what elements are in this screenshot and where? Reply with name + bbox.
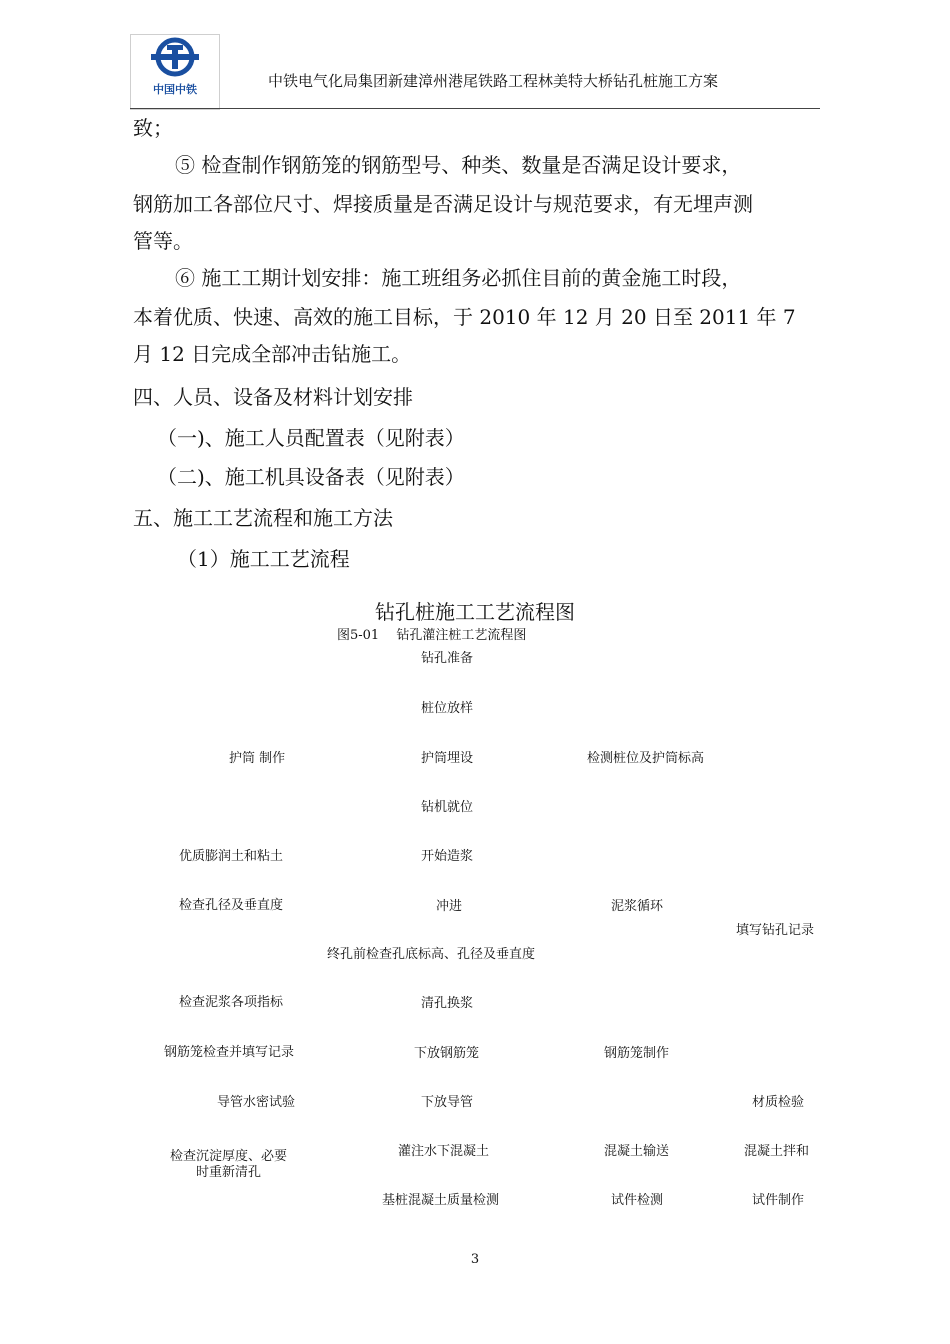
flow-node-check-sediment-line1: 检查沉淀厚度、必要	[170, 1149, 288, 1164]
flow-node-cage-fabrication: 钢筋笼制作	[604, 1046, 670, 1061]
crec-logo-icon	[131, 35, 219, 83]
flow-node-drilling-record: 填写钻孔记录	[736, 923, 815, 938]
flow-node-concrete-transport: 混凝土输送	[604, 1144, 670, 1159]
flow-node-check-sediment-line2: 时重新清孔	[196, 1165, 262, 1180]
figure-caption: 图5-01 钻孔灌注桩工艺流程图	[337, 628, 527, 643]
flow-node-cage-inspection: 钢筋笼检查并填写记录	[164, 1045, 295, 1060]
section5-sub1: （1）施工工艺流程	[177, 547, 350, 571]
flow-node-rig-positioning: 钻机就位	[421, 800, 474, 815]
item6-line2: 本着优质、快速、高效的施工目标，于 2010 年 12 月 20 日至 2011 年 7	[133, 305, 796, 329]
header-divider	[130, 108, 820, 109]
section4-sub1: （一)、施工人员配置表（见附表）	[157, 426, 465, 450]
flow-node-slurry-circulation: 泥浆循环	[611, 899, 664, 914]
flow-node-check-pile-position: 检测桩位及护筒标高	[587, 751, 705, 766]
flow-node-casing-fabrication: 护筒 制作	[229, 751, 286, 766]
item5-line1: ⑤ 检查制作钢筋笼的钢筋型号、种类、数量是否满足设计要求，	[175, 153, 742, 177]
item5-line3: 管等。	[133, 229, 193, 253]
flow-node-hole-cleaning: 清孔换浆	[421, 996, 474, 1011]
flow-node-lower-cage: 下放钢筋笼	[414, 1046, 480, 1061]
section4-sub2: （二)、施工机具设备表（见附表）	[157, 465, 465, 489]
flow-node-quality-testing: 基桩混凝土质量检测	[382, 1193, 500, 1208]
section5-heading: 五、施工工艺流程和施工方法	[133, 506, 393, 530]
item6-line3: 月 12 日完成全部冲击钻施工。	[133, 342, 412, 366]
section4-heading: 四、人员、设备及材料计划安排	[133, 385, 413, 409]
flow-node-slurry-indexes: 检查泥浆各项指标	[179, 995, 284, 1010]
flow-node-pile-layout: 桩位放样	[421, 701, 474, 716]
flow-node-drilling-prep: 钻孔准备	[421, 651, 474, 666]
flow-node-pour-concrete: 灌注水下混凝土	[398, 1144, 490, 1159]
company-logo	[130, 34, 220, 110]
flow-node-bentonite-clay: 优质膨润土和粘土	[179, 849, 284, 864]
flow-node-final-hole-check: 终孔前检查孔底标高、孔径及垂直度	[327, 947, 536, 962]
body-line-continuation: 致；	[133, 116, 173, 140]
flow-node-specimen-testing: 试件检测	[611, 1193, 664, 1208]
flow-node-start-slurry: 开始造浆	[421, 849, 474, 864]
figure-title: 钻孔桩施工工艺流程图	[375, 600, 575, 624]
document-header-title: 中铁电气化局集团新建漳州港尾铁路工程林美特大桥钻孔桩施工方案	[268, 72, 719, 90]
page-number: 3	[470, 1252, 480, 1267]
flow-node-specimen-making: 试件制作	[752, 1193, 805, 1208]
flow-node-percussion: 冲进	[436, 899, 463, 914]
flow-node-concrete-mixing: 混凝土拌和	[744, 1144, 810, 1159]
flow-node-check-sediment	[170, 1149, 287, 1181]
flow-node-pipe-watertight-test: 导管水密试验	[217, 1095, 296, 1110]
flow-node-lower-pipe: 下放导管	[421, 1095, 474, 1110]
item5-line2: 钢筋加工各部位尺寸、焊接质量是否满足设计与规范要求，有无埋声测	[133, 192, 753, 216]
item6-line1: ⑥ 施工工期计划安排：施工班组务必抓住目前的黄金施工时段，	[175, 266, 742, 290]
logo-text: 中国中铁	[153, 83, 197, 96]
flow-node-check-diameter: 检查孔径及垂直度	[179, 898, 284, 913]
flow-node-material-inspection: 材质检验	[752, 1095, 805, 1110]
flow-node-casing-burial: 护筒埋设	[421, 751, 474, 766]
